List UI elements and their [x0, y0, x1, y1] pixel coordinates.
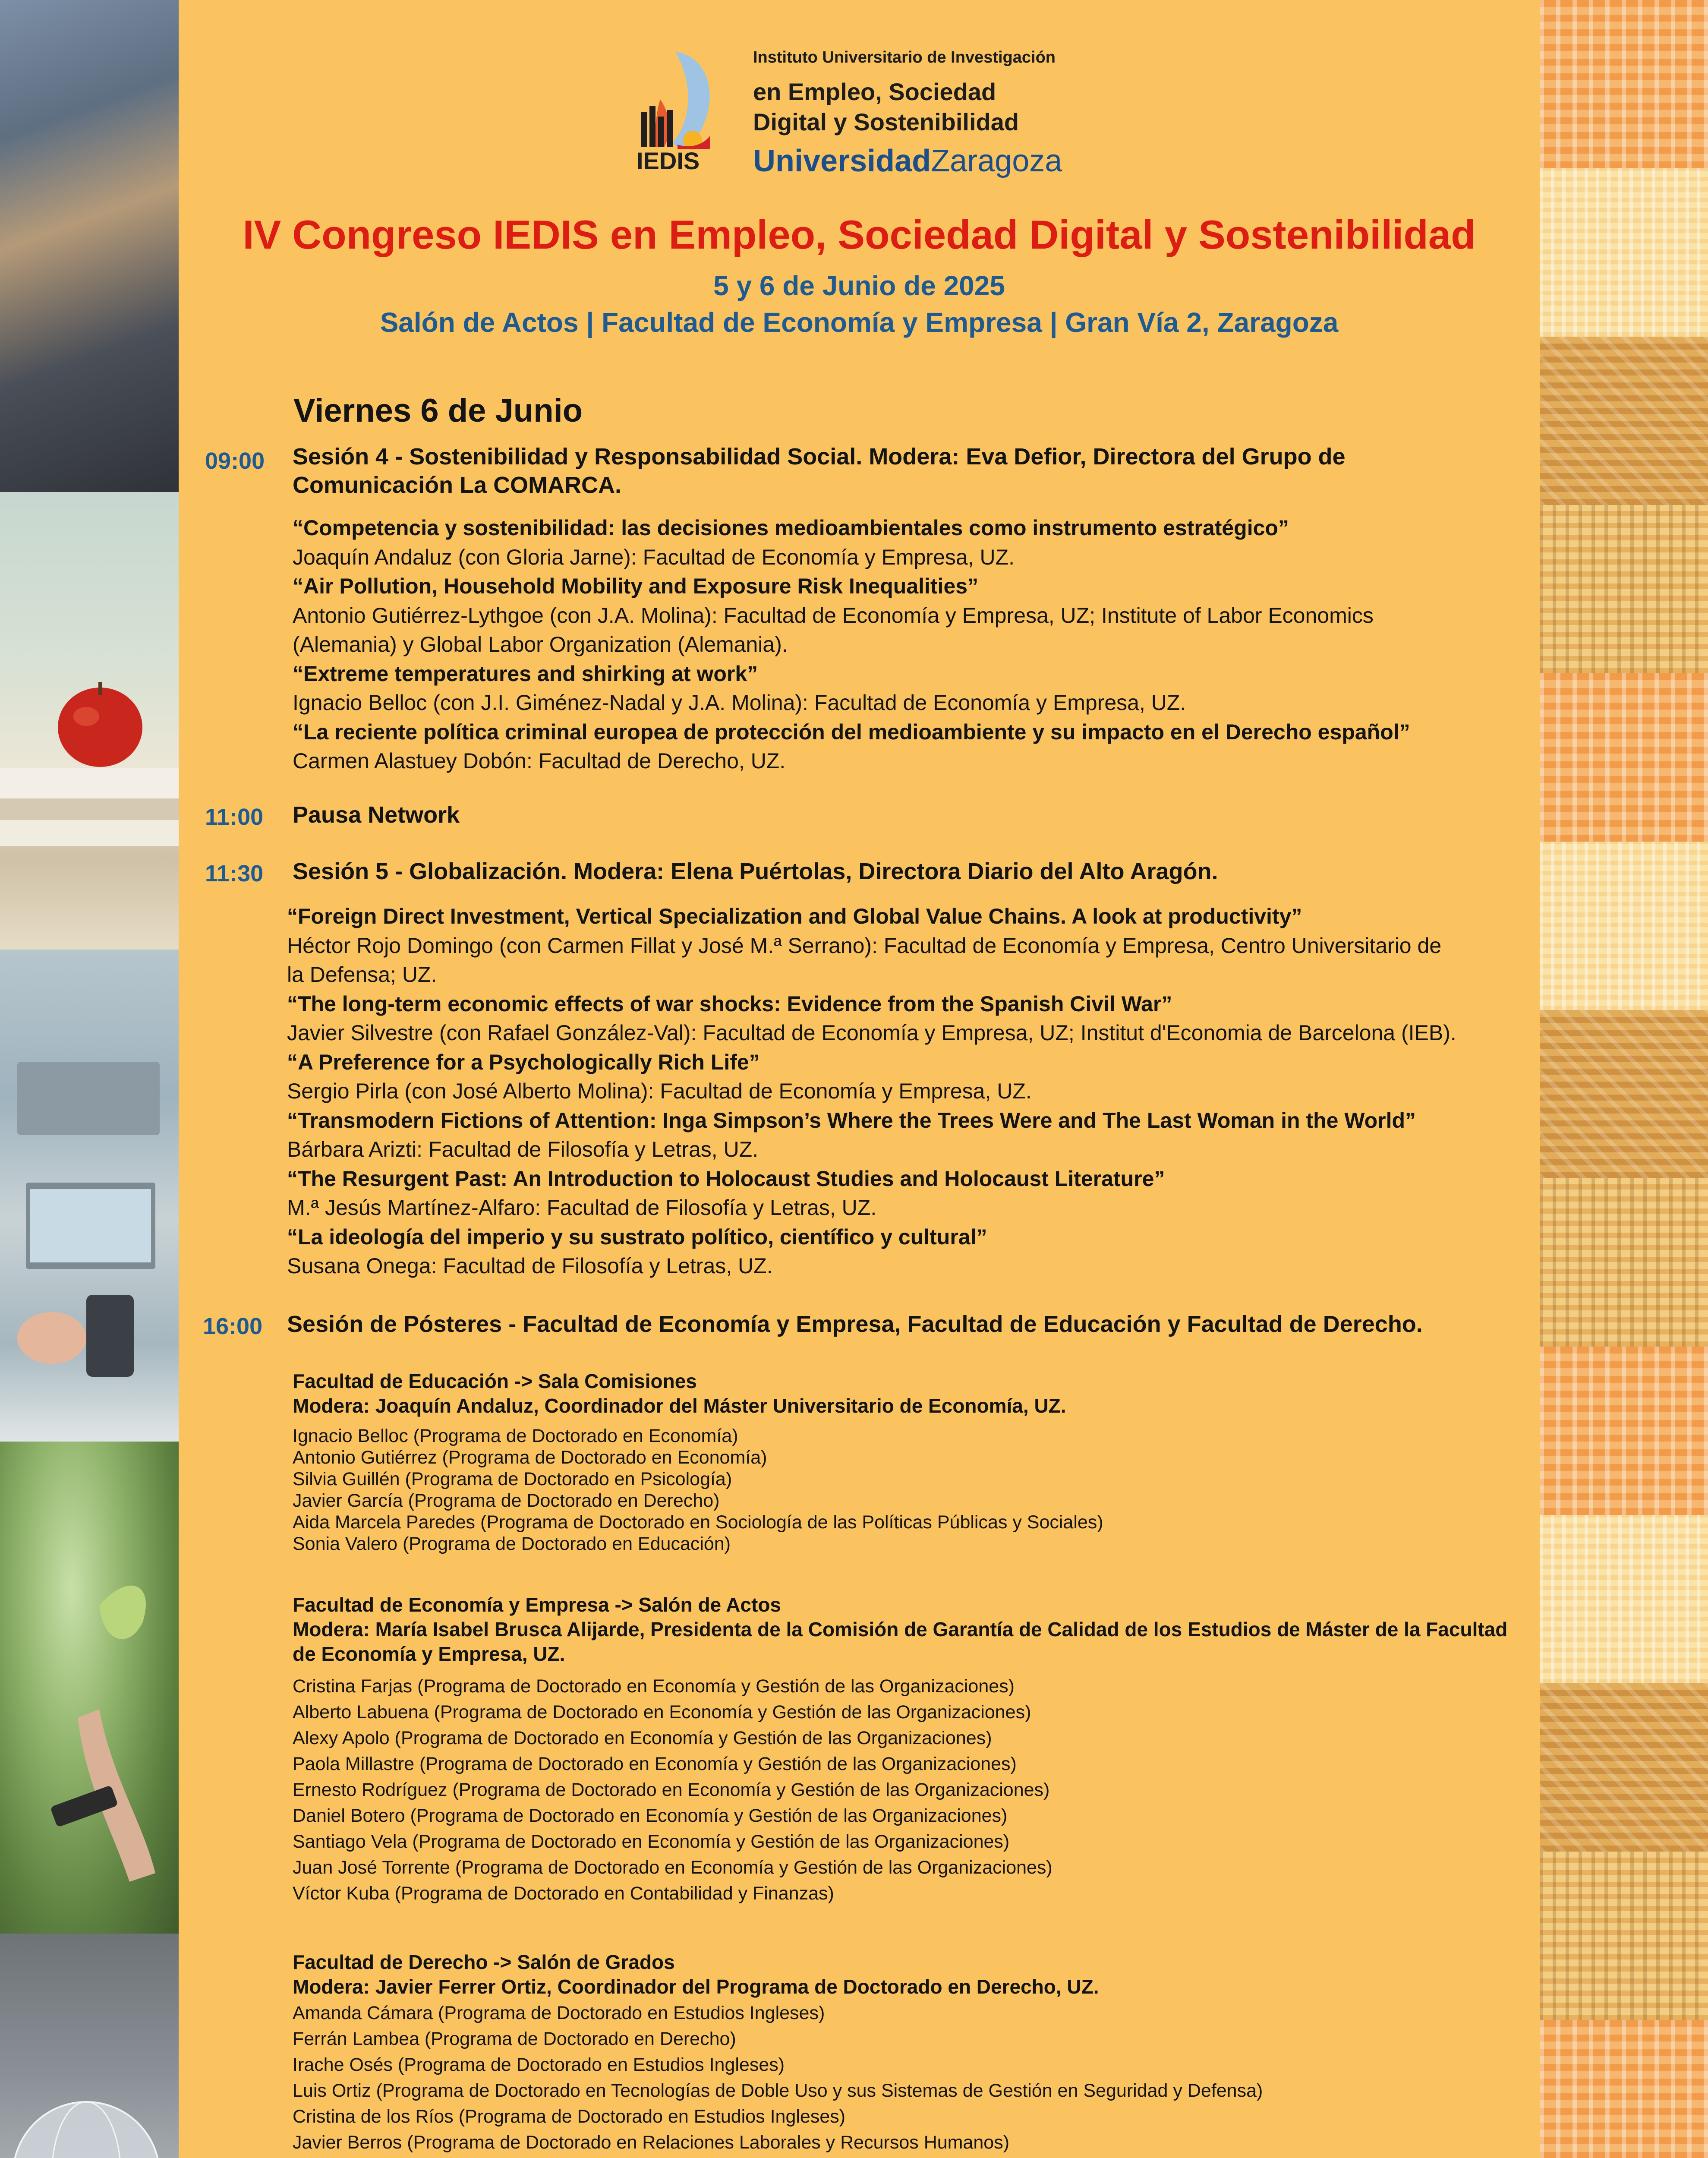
right-pattern-strip: [1540, 0, 1708, 2158]
talk-title: “Air Pollution, Household Mobility and Exposure Risk Inequalities”: [293, 574, 979, 598]
talk-title: “La ideología del imperio y su sustrato político, científico y cultural”: [287, 1224, 987, 1249]
session-time: 16:00: [203, 1313, 263, 1339]
globe-icon: [0, 1934, 179, 2158]
day-title: Viernes 6 de Junio: [293, 392, 583, 429]
pattern-tile: [1540, 1683, 1708, 1852]
pattern-tile: [1540, 1010, 1708, 1178]
congress-venue: Salón de Actos | Facultad de Economía y Empresa | Gran Vía 2, Zaragoza: [380, 307, 1339, 338]
talk-authors: Bárbara Arizti: Facultad de Filosofía y Letras, UZ.: [287, 1137, 759, 1161]
session-time: 11:30: [205, 861, 264, 887]
list-item: Ernesto Rodríguez (Programa de Doctorado en Economía y Gestión de las Organizaciones): [293, 1779, 1050, 1800]
talk-authors: Héctor Rojo Domingo (con Carmen Fillat y José M.ª Serrano): Facultad de Economía y Empresa, Centro Universitario de la Defensa; UZ.: [287, 933, 1442, 987]
talk-authors: M.ª Jesús Martínez-Alfaro: Facultad de Filosofía y Letras, UZ.: [287, 1196, 877, 1220]
talk-authors: Sergio Pirla (con José Alberto Molina): Facultad de Economía y Empresa, UZ.: [287, 1079, 1032, 1103]
pattern-tile: [1540, 505, 1708, 673]
list-item: Irache Osés (Programa de Doctorado en Estudios Ingleses): [293, 2054, 785, 2075]
list-item: Javier Berros (Programa de Doctorado en Relaciones Laborales y Recursos Humanos): [293, 2132, 1010, 2153]
institute-name-line3: Digital y Sostenibilidad: [753, 108, 1019, 136]
pattern-tile: [1540, 2020, 1708, 2158]
institute-name-line1: Instituto Universitario de Investigación: [753, 48, 1056, 66]
talk-title: “Extreme temperatures and shirking at work”: [293, 661, 758, 686]
list-item: Alexy Apolo (Programa de Doctorado en Economía y Gestión de las Organizaciones): [293, 1728, 992, 1748]
apple-icon: [0, 492, 179, 950]
pattern-tile: [1540, 168, 1708, 337]
poster-place: Facultad de Derecho -> Salón de Grados: [293, 1951, 675, 1973]
talk-list: [293, 514, 1484, 776]
talk-authors: Antonio Gutiérrez-Lythgoe (con J.A. Molina): Facultad de Economía y Empresa, UZ; Institute of Labor Economics (Alemania) y Global Labor Organization (Alemania).: [293, 603, 1374, 656]
university-header: [753, 143, 1062, 179]
list-item: Ferrán Lambea (Programa de Doctorado en Derecho): [293, 2029, 736, 2049]
talk-title: “La reciente política criminal europea de protección del medioambiente y su impacto en el Derecho español”: [293, 719, 1410, 744]
pattern-tile: [1540, 0, 1708, 168]
left-photo-strip: [0, 0, 179, 2158]
list-item: Cristina de los Ríos (Programa de Doctorado en Estudios Ingleses): [293, 2106, 846, 2127]
session-time: 11:00: [205, 804, 264, 830]
session-time: 09:00: [205, 448, 265, 474]
session-title: Sesión 5 - Globalización. Modera: Elena Puértolas, Directora Diario del Alto Aragón.: [293, 858, 1218, 884]
presenter-list: [293, 1425, 1509, 1555]
logo-acronym: IEDIS: [637, 147, 700, 174]
poster-group-economia: [293, 1593, 1509, 1906]
university-bold: Universidad: [753, 144, 931, 178]
talk-list: [287, 902, 1478, 1281]
list-item: Aida Marcela Paredes (Programa de Doctorado en Sociología de las Políticas Públicas y Sociales): [293, 1512, 1103, 1533]
list-item: Amanda Cámara (Programa de Doctorado en Estudios Ingleses): [293, 2003, 825, 2023]
session-title: Sesión 4 - Sostenibilidad y Responsabilidad Social. Modera: Eva Defior, Directora del Grupo de Comunicación La COMARCA.: [293, 444, 1346, 498]
list-item: Sonia Valero (Programa de Doctorado en Educación): [293, 1533, 731, 1554]
talk-authors: Ignacio Belloc (con J.I. Giménez-Nadal y J.A. Molina): Facultad de Economía y Empresa, UZ.: [293, 691, 1186, 715]
pattern-tile: [1540, 673, 1708, 842]
globe-hands-photo: [0, 1934, 179, 2158]
pattern-tile: [1540, 337, 1708, 505]
talk-authors: Susana Onega: Facultad de Filosofía y Letras, UZ.: [287, 1254, 773, 1278]
institute-name-line2: en Empleo, Sociedad: [753, 78, 996, 105]
talk-authors: Javier Silvestre (con Rafael González-Val): Facultad de Economía y Empresa, UZ; Institut d'Economia de Barcelona (IEB).: [287, 1021, 1456, 1045]
university-city: Zaragoza: [931, 144, 1062, 178]
presenter-list: [293, 2000, 1509, 2155]
pattern-tile: [1540, 1347, 1708, 1515]
list-item: Luis Ortiz (Programa de Doctorado en Tecnologías de Doble Uso y sus Sistemas de Gestión en Seguridad y Defensa): [293, 2080, 1263, 2101]
talk-authors: Joaquín Andaluz (con Gloria Jarne): Facultad de Economía y Empresa, UZ.: [293, 545, 1015, 569]
poster-group-derecho: [293, 1950, 1509, 2155]
office-photo: [0, 0, 179, 492]
talk-title: “Competencia y sostenibilidad: las decisiones medioambientales como instrumento estratégico”: [293, 516, 1289, 540]
congress-title: IV Congreso IEDIS en Empleo, Sociedad Digital y Sostenibilidad: [243, 212, 1476, 257]
list-item: Antonio Gutiérrez (Programa de Doctorado en Economía): [293, 1447, 767, 1468]
poster-moderator: Modera: María Isabel Brusca Alijarde, Presidenta de la Comisión de Garantía de Calidad de los Estudios de Máster de la Facultad de Economía y Empresa, UZ.: [293, 1618, 1508, 1665]
list-item: Javier García (Programa de Doctorado en Derecho): [293, 1490, 720, 1511]
talk-title: “Transmodern Fictions of Attention: Inga Simpson’s Where the Trees Were and The Last Woman in the World”: [287, 1108, 1416, 1133]
list-item: Silvia Guillén (Programa de Doctorado en Psicología): [293, 1469, 732, 1489]
list-item: Víctor Kuba (Programa de Doctorado en Contabilidad y Finanzas): [293, 1883, 834, 1904]
congress-dates: 5 y 6 de Junio de 2025: [713, 270, 1005, 301]
poster-place: Facultad de Economía y Empresa -> Salón de Actos: [293, 1593, 782, 1616]
pattern-tile: [1540, 842, 1708, 1010]
list-item: Cristina Farjas (Programa de Doctorado en Economía y Gestión de las Organizaciones): [293, 1676, 1015, 1697]
talk-title: “A Preference for a Psychologically Rich Life”: [287, 1050, 760, 1074]
pattern-tile: [1540, 1178, 1708, 1347]
pattern-tile: [1540, 1852, 1708, 2020]
laptop-photo: [0, 950, 179, 1442]
laptop-icon: [0, 950, 179, 1442]
list-item: Paola Millastre (Programa de Doctorado en Economía y Gestión de las Organizaciones): [293, 1754, 1017, 1774]
talk-authors: Carmen Alastuey Dobón: Facultad de Derecho, UZ.: [293, 749, 786, 773]
apple-books-photo: [0, 492, 179, 950]
presenter-list: [293, 1673, 1509, 1906]
leaf-hand-photo: [0, 1442, 179, 1934]
talk-title: “The Resurgent Past: An Introduction to Holocaust Studies and Holocaust Literature”: [287, 1166, 1165, 1191]
list-item: Daniel Botero (Programa de Doctorado en Economía y Gestión de las Organizaciones): [293, 1805, 1008, 1826]
list-item: Alberto Labuena (Programa de Doctorado en Economía y Gestión de las Organizaciones): [293, 1702, 1031, 1723]
poster-group-educacion: [293, 1369, 1509, 1555]
leaf-icon: [0, 1442, 179, 1934]
talk-title: “Foreign Direct Investment, Vertical Specialization and Global Value Chains. A look at productivity”: [287, 904, 1302, 928]
list-item: Santiago Vela (Programa de Doctorado en Economía y Gestión de las Organizaciones): [293, 1831, 1010, 1852]
list-item: Ignacio Belloc (Programa de Doctorado en Economía): [293, 1426, 738, 1446]
poster-moderator: Modera: Javier Ferrer Ortiz, Coordinador del Programa de Doctorado en Derecho, UZ.: [293, 1975, 1099, 1998]
session-title: Pausa Network: [293, 802, 460, 828]
list-item: Juan José Torrente (Programa de Doctorado en Economía y Gestión de las Organizaciones): [293, 1857, 1053, 1878]
poster-moderator: Modera: Joaquín Andaluz, Coordinador del Máster Universitario de Economía, UZ.: [293, 1394, 1066, 1417]
session-title: Sesión de Pósteres - Facultad de Economía y Empresa, Facultad de Educación y Facultad de Derecho.: [287, 1311, 1423, 1337]
talk-title: “The long-term economic effects of war shocks: Evidence from the Spanish Civil War”: [287, 991, 1172, 1016]
pattern-tile: [1540, 1515, 1708, 1683]
poster-place: Facultad de Educación -> Sala Comisiones: [293, 1370, 697, 1392]
